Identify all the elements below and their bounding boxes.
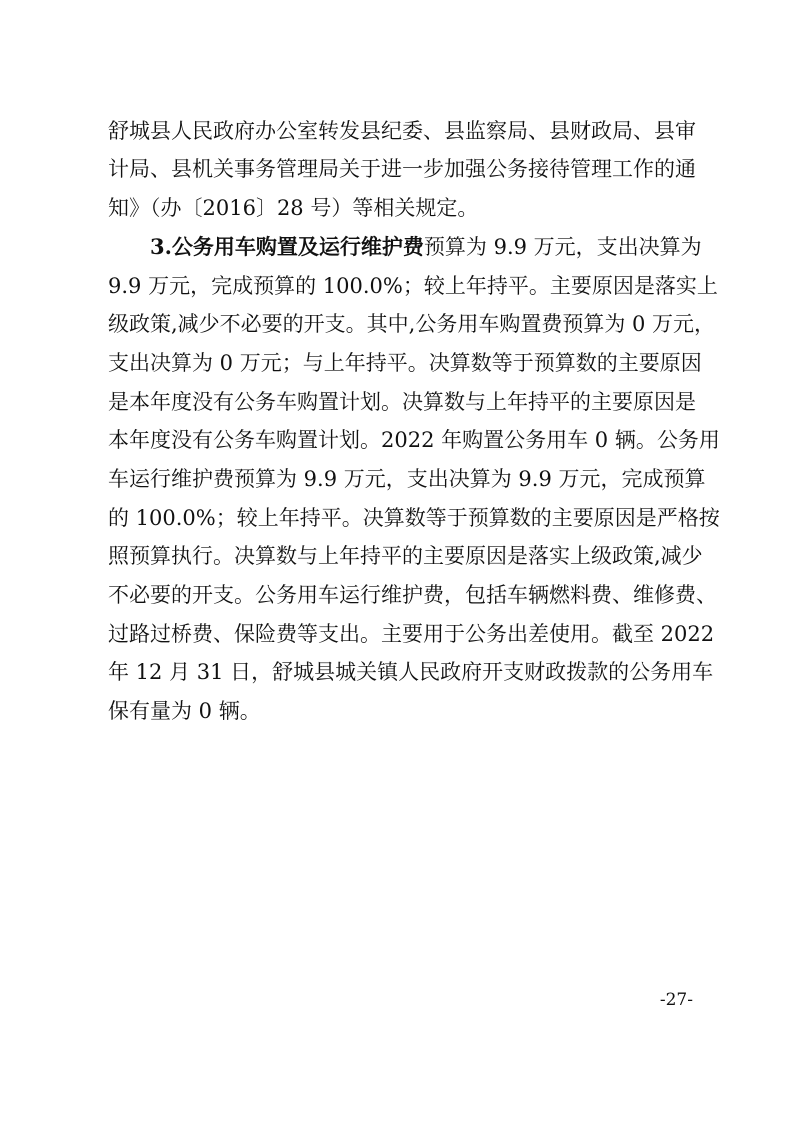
paragraph-line-3: 知》（办〔2016〕28 号）等相关规定。 bbox=[108, 196, 479, 220]
page-number: -27- bbox=[659, 990, 693, 1010]
section-3-line-11: 过路过桥费、保险费等支出。主要用于公务出差使用。截至 2022 bbox=[108, 622, 715, 646]
section-3-line-10: 不必要的开支。公务用车运行维护费，包括车辆燃料费、维修费、 bbox=[108, 583, 717, 607]
section-3-line-4: 支出决算为 0 万元；与上年持平。决算数等于预算数的主要原因 bbox=[108, 351, 702, 375]
paragraph-line-2: 计局、县机关事务管理局关于进一步加强公务接待管理工作的通 bbox=[108, 157, 696, 181]
section-3-first-line bbox=[150, 232, 708, 262]
section-3-line-3: 级政策,减少不必要的开支。其中,公务用车购置费预算为 0 万元， bbox=[108, 312, 716, 336]
section-3-line-5: 是本年度没有公务车购置计划。决算数与上年持平的主要原因是 bbox=[108, 390, 696, 414]
section-3-line-6: 本年度没有公务车购置计划。2022 年购置公务用车 0 辆。公务用 bbox=[108, 428, 720, 452]
section-3-line-13: 保有量为 0 辆。 bbox=[108, 699, 261, 723]
section-3-line-9: 照预算执行。决算数与上年持平的主要原因是落实上级政策,减少 bbox=[108, 544, 703, 568]
paragraph-line-1: 舒城县人民政府办公室转发县纪委、县监察局、县财政局、县审 bbox=[108, 119, 696, 143]
section-3-line-7: 车运行维护费预算为 9.9 万元，支出决算为 9.9 万元，完成预算 bbox=[108, 467, 706, 491]
section-3-line-12: 年 12 月 31 日，舒城县城关镇人民政府开支财政拨款的公务用车 bbox=[108, 660, 714, 684]
section-3-heading: 3.公务用车购置及运行维护费 bbox=[150, 234, 424, 259]
section-3-line-8: 的 100.0%；较上年持平。决算数等于预算数的主要原因是严格按 bbox=[108, 506, 720, 530]
section-3-line-2: 9.9 万元，完成预算的 100.0%；较上年持平。主要原因是落实上 bbox=[108, 274, 718, 298]
section-3-first-line-text: 预算为 9.9 万元，支出决算为 bbox=[423, 235, 702, 259]
